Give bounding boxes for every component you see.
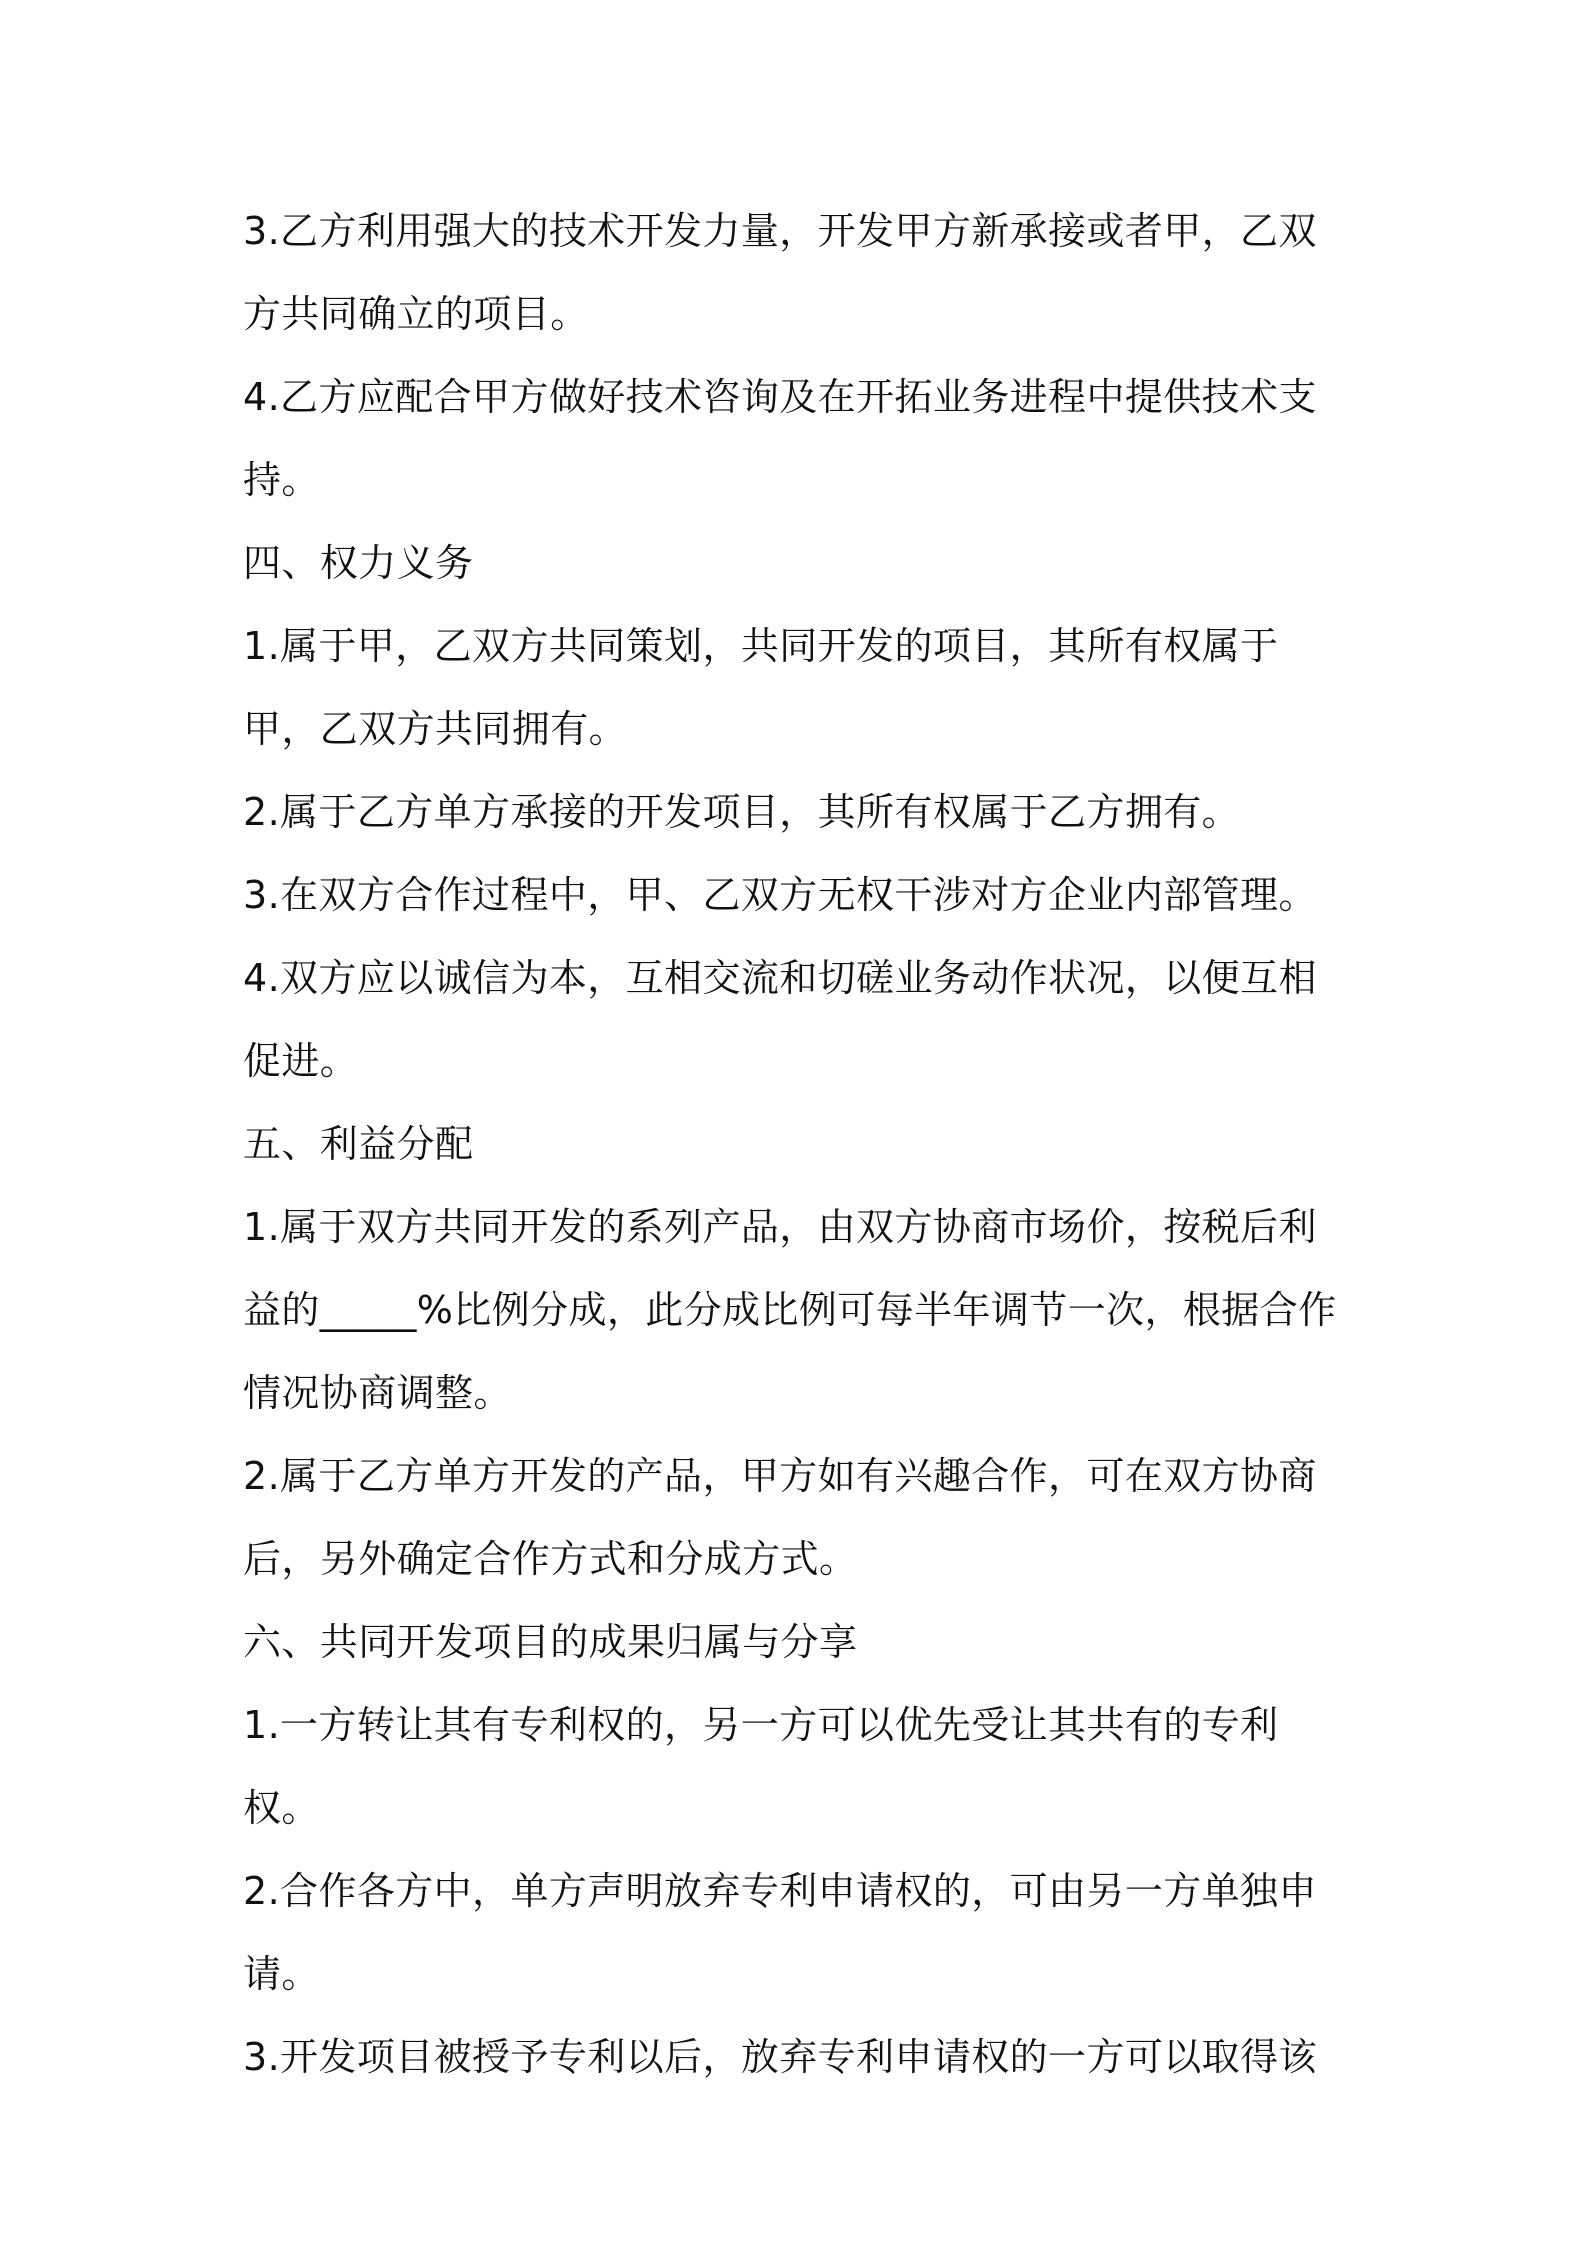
paragraph: 3.开发项目被授予专利以后，放弃专利申请权的一方可以取得该 — [243, 2035, 1317, 2079]
paragraph: 2.属于乙方单方开发的产品，甲方如有兴趣合作，可在双方协商后，另外确定合作方式和分成方式。 — [243, 1454, 1317, 1581]
paragraph: 1.属于甲，乙双方共同策划，共同开发的项目，其所有权属于甲，乙双方共同拥有。 — [243, 624, 1279, 751]
paragraph: 2.属于乙方单方承接的开发项目，其所有权属于乙方拥有。 — [243, 790, 1241, 834]
paragraph: 4.双方应以诚信为本，互相交流和切磋业务动作状况，以便互相促进。 — [243, 956, 1317, 1083]
paragraph: 3.在双方合作过程中，甲、乙双方无权干涉对方企业内部管理。 — [243, 873, 1317, 917]
paragraph: 2.合作各方中，单方声明放弃专利申请权的，可由另一方单独申请。 — [243, 1869, 1317, 1996]
document-body — [243, 190, 1353, 2099]
paragraph: 4.乙方应配合甲方做好技术咨询及在开拓业务进程中提供技术支持。 — [243, 375, 1317, 502]
section-heading: 六、共同开发项目的成果归属与分享 — [243, 1620, 858, 1664]
paragraph: 3.乙方利用强大的技术开发力量，开发甲方新承接或者甲，乙双方共同确立的项目。 — [243, 209, 1317, 336]
section-heading: 五、利益分配 — [243, 1122, 474, 1166]
paragraph: 1.属于双方共同开发的系列产品，由双方协商市场价，按税后利益的_____%比例分成，此分成比例可每半年调节一次，根据合作情况协商调整。 — [243, 1205, 1337, 1415]
paragraph: 1.一方转让其有专利权的，另一方可以优先受让其共有的专利权。 — [243, 1703, 1279, 1830]
section-heading: 四、权力义务 — [243, 541, 474, 585]
